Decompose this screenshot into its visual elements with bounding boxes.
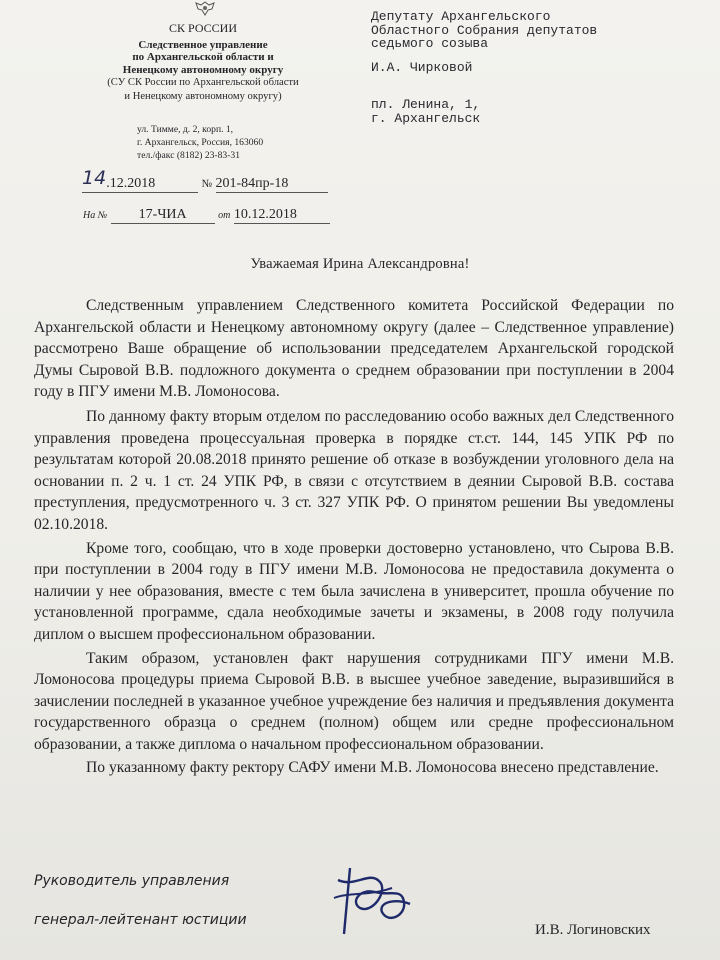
paragraph: По данному факту вторым отделом по расследованию особо важных дел Следственного управления проведена процессуальная проверка в порядке ст.ст. 144, 145 УПК РФ по результатам которой 20.08.2018 принято решение об отказе в возбуждении уголовного дела на основании п. 2 ч. 1 ст. 24 УПК РФ, в связи с отсутствием в деянии Сыровой В.В. состава преступления, предусмотренного ч. 3 ст. 327 УПК РФ. О принятом решении Вы уведомлены 02.10.2018. (34, 407, 674, 533)
letterhead (78, 22, 328, 104)
reference-date: 10.12.2018 (234, 207, 330, 224)
outgoing-number: 201-84пр-18 (216, 176, 328, 193)
outgoing-day-handwritten: 14 (82, 167, 107, 189)
reference-number: 17-ЧИА (111, 207, 215, 224)
org-abbrev-line: и Ненецкому автономному округу) (124, 90, 282, 102)
org-line: Следственное управление (138, 38, 268, 51)
reference-label: На № (83, 210, 108, 221)
recipient-line: седьмого созыва (371, 36, 489, 52)
address-line: тел./факс (8182) 23-83-31 (137, 149, 241, 161)
letter-body (34, 295, 674, 779)
address-line: г. Архангельск, Россия, 163060 (137, 136, 264, 148)
org-line: Ненецкому автономному округу (122, 63, 284, 76)
recipient-line: Областного Собрания депутатов (371, 22, 598, 38)
paragraph: Таким образом, установлен факт нарушения сотрудниками ПГУ имени М.В. Ломоносова процедуры приема Сыровой В.В. в высшее учебное заведение, выразившийся в зачислении последней в указанное учебное учреждение без наличия и предъявления документа государственного образца о среднем (полном) общем или средне профессиональном образовании, а также диплома о начальном профессиональном образовании. (34, 649, 674, 753)
paragraph: Следственным управлением Следственного комитета Российской Федерации по Архангельской области и Ненецкому автономному округу (далее – Следственное управление) рассмотрено Ваше обращение об использовании председателем Архангельской городской Думы Сыровой В.В. подложного документа о среднем образовании при поступлении в 2004 году в ПГУ имени М.В. Ломоносова. (34, 297, 674, 401)
recipient-line: Депутату Архангельского (371, 9, 551, 24)
org-line: по Архангельской области и (132, 51, 274, 64)
recipient-address-line: г. Архангельск (371, 110, 481, 126)
emblem-icon (192, 0, 218, 16)
signatory-rank: генерал-лейтенант юстиции (34, 912, 247, 928)
org-short-name: СК РОССИИ (169, 21, 237, 35)
outgoing-date: .12.2018 (106, 176, 156, 191)
reference-line (83, 207, 330, 224)
paragraph: По указанному факту ректору САФУ имени М.В. Ломоносова внесено представление. (86, 759, 659, 777)
reference-from-label: от (218, 210, 231, 221)
org-abbrev-line: (СУ СК России по Архангельской области (107, 77, 299, 89)
recipient-name: И.А. Чирковой (371, 59, 473, 75)
sender-address (137, 124, 263, 162)
recipient-block (371, 10, 597, 126)
outgoing-number-line (82, 167, 328, 193)
address-line: ул. Тимме, д. 2, корп. 1, (137, 124, 234, 135)
paragraph: Кроме того, сообщаю, что в ходе проверки достоверно установлено, что Сырова В.В. при поступлении в 2004 году в ПГУ имени М.В. Ломоносова не предоставила документа о наличии у нее образования, вместе с тем была зачислена в университет, прошла обучение по установленной программе, сдала необходимые зачеты и экзамены, в 2008 году получила диплом о высшем профессиональном образовании. (34, 539, 674, 643)
greeting: Уважаемая Ирина Александровна! (250, 256, 470, 272)
signature-scrawl (330, 858, 420, 938)
signatory-position: Руководитель управления (34, 873, 230, 889)
signatory-name: И.В. Логиновских (535, 922, 651, 938)
recipient-address-line: пл. Ленина, 1, (371, 97, 481, 113)
number-sign: № (201, 178, 212, 190)
